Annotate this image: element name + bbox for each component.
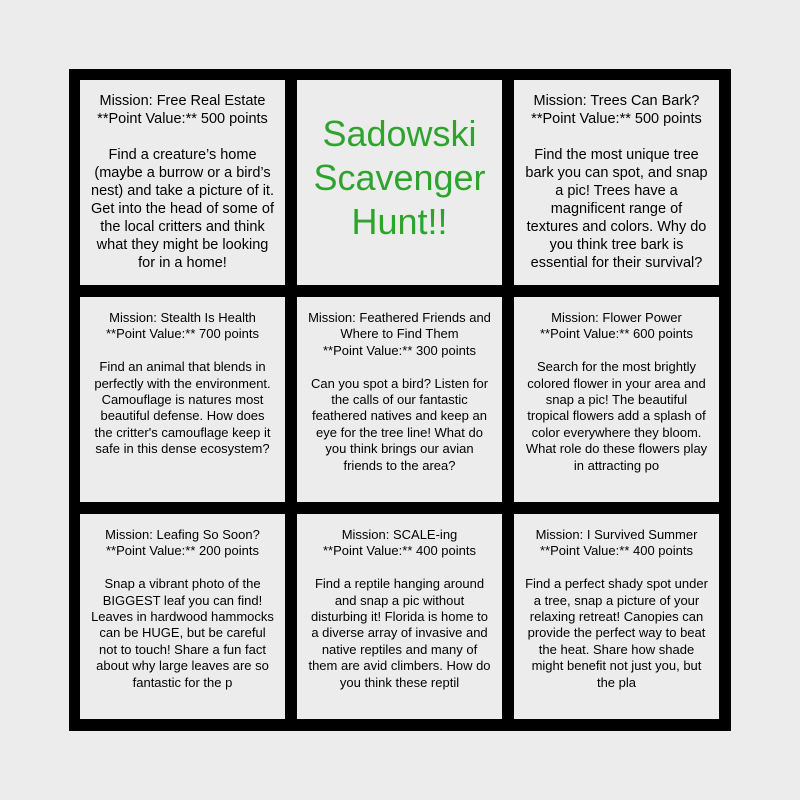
mission-title: Mission: Free Real Estate (99, 93, 266, 109)
mission-description: Find the most unique tree bark you can spot, and snap a pic! Trees have a magnificent range of textures and colors. Why do you think tree bark is essential for their survival? (525, 147, 708, 271)
mission-card-trees-can-bark[interactable] (514, 80, 719, 285)
mission-title: Mission: SCALE-ing (341, 527, 458, 542)
mission-card-leafing-so-soon[interactable] (80, 514, 285, 719)
mission-title: Mission: Stealth Is Health (109, 310, 256, 325)
mission-card-free-real-estate[interactable] (80, 80, 285, 285)
mission-title: Mission: Trees Can Bark? (533, 93, 700, 109)
mission-title: Mission: I Survived Summer (535, 527, 698, 542)
mission-card-stealth-is-health[interactable] (80, 297, 285, 502)
mission-points: **Point Value:** 300 points (323, 342, 476, 358)
mission-points: **Point Value:** 500 points (531, 111, 702, 127)
mission-title: Mission: Leafing So Soon? (105, 527, 260, 542)
mission-description: Snap a vibrant photo of the BIGGEST leaf you can find! Leaves in hardwood hammocks can be HUGE, but be careful not to touch! Share a fun fact about why large leaves are so fantastic for the p (91, 576, 274, 690)
mission-description: Find a perfect shady spot under a tree, snap a picture of your relaxing retreat! Canopies can provide the perfect way to beat the heat. Share how shade might benefit not just you, but the pla (525, 576, 708, 690)
mission-description: Can you spot a bird? Listen for the calls of our fantastic feathered natives and keep an eye for the tree line! What do you think brings our avian friends to the area? (310, 375, 489, 473)
board-title: Sadowski Scavenger Hunt!! (313, 112, 486, 242)
mission-points: **Point Value:** 200 points (106, 543, 259, 559)
mission-description: Find a reptile hanging around and snap a pic without disturbing it! Florida is home to a diverse array of invasive and native reptiles and many of them are avid climbers. How do you think these reptil (308, 576, 491, 690)
scavenger-hunt-board (69, 69, 731, 731)
mission-title: Mission: Feathered Friends and Where to Find Them (308, 310, 491, 342)
mission-card-scale-ing[interactable] (297, 514, 502, 719)
mission-points: **Point Value:** 400 points (323, 543, 476, 559)
mission-points: **Point Value:** 600 points (540, 326, 693, 342)
mission-description: Search for the most brightly colored flower in your area and snap a pic! The beautiful tropical flowers add a splash of color everywhere they bloom. What role do these flowers play in attracting po (525, 359, 708, 473)
mission-card-flower-power[interactable] (514, 297, 719, 502)
mission-card-i-survived-summer[interactable] (514, 514, 719, 719)
mission-title: Mission: Flower Power (551, 310, 682, 325)
mission-points: **Point Value:** 700 points (106, 326, 259, 342)
mission-description: Find an animal that blends in perfectly with the environment. Camouflage is natures most beautiful defense. How does the critter's camouflage keep it safe in this dense ecosystem? (94, 359, 271, 457)
mission-description: Find a creature’s home (maybe a burrow or a bird’s nest) and take a picture of it. Get into the head of some of the local critters and think what they might be looking for in a home! (91, 147, 274, 271)
center-title-card (297, 80, 502, 285)
mission-points: **Point Value:** 500 points (97, 111, 268, 127)
mission-card-feathered-friends[interactable] (297, 297, 502, 502)
mission-points: **Point Value:** 400 points (540, 543, 693, 559)
